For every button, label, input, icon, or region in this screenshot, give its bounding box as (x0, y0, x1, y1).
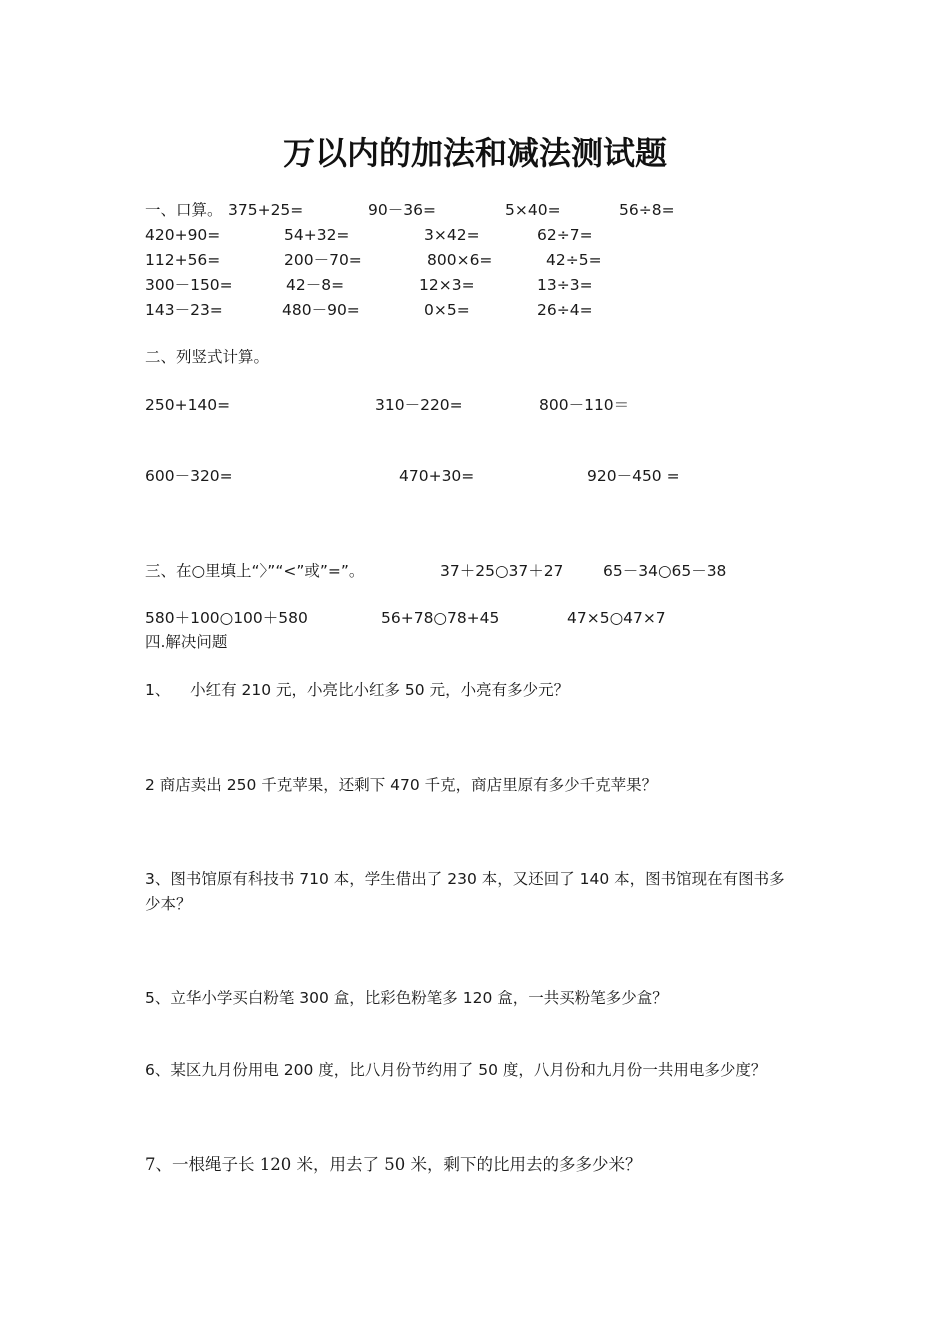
problem-3: 3、图书馆原有科技书 710 本，学生借出了 230 本，又还回了 140 本，图书馆现在有图书多 (145, 870, 785, 888)
problem-6: 6、某区九月份用电 200 度，比八月份节约用了 50 度，八月份和九月份一共用电多少度？ (145, 1061, 767, 1079)
problem-1: 1、 小红有 210 元，小亮比小红多 50 元，小亮有多少元？ (145, 681, 570, 699)
oral-item: 26÷4= (537, 301, 593, 319)
section3-heading: 三、在○里填上“〉”“<”或”=”。 (145, 562, 365, 580)
oral-item: 56÷8= (619, 201, 675, 219)
vertical-item: 600－320= (145, 467, 233, 485)
oral-item: 12×3= (419, 276, 475, 294)
compare-item: 47×5○47×7 (567, 609, 666, 627)
oral-item: 200－70= (284, 251, 362, 269)
oral-item: 13÷3= (537, 276, 593, 294)
vertical-item: 250+140= (145, 396, 231, 414)
section2-heading: 二、列竖式计算。 (145, 348, 270, 366)
oral-item: 800×6= (427, 251, 493, 269)
compare-item: 37＋25○37＋27 (440, 562, 564, 580)
oral-item: 42－8= (286, 276, 345, 294)
vertical-item: 920－450 = (587, 467, 680, 485)
oral-item: 62÷7= (537, 226, 593, 244)
compare-item: 56+78○78+45 (381, 609, 500, 627)
problem-5: 5、立华小学买白粉笔 300 盒，比彩色粉笔多 120 盒，一共买粉笔多少盒？ (145, 989, 668, 1007)
vertical-item: 310－220= (375, 396, 463, 414)
page-title: 万以内的加法和减法测试题 (282, 134, 667, 172)
compare-item: 65－34○65－38 (603, 562, 727, 580)
oral-item: 0×5= (424, 301, 470, 319)
vertical-item: 800－110＝ (539, 396, 630, 414)
problem-7: 7、一根绳子长 120 米，用去了 50 米，剩下的比用去的多多少米？ (145, 1155, 642, 1174)
oral-item: 54+32= (284, 226, 350, 244)
oral-item: 300－150= (145, 276, 233, 294)
oral-item: 143－23= (145, 301, 223, 319)
compare-item: 580＋100○100＋580 (145, 609, 308, 627)
problem-3-continued: 少本？ (145, 895, 192, 913)
problem-2: 2 商店卖出 250 千克苹果，还剩下 470 千克，商店里原有多少千克苹果？ (145, 776, 658, 794)
oral-item: 5×40= (505, 201, 561, 219)
oral-item: 480－90= (282, 301, 360, 319)
vertical-item: 470+30= (399, 467, 475, 485)
oral-item: 112+56= (145, 251, 221, 269)
oral-item: 375+25= (228, 201, 304, 219)
oral-item: 90－36= (368, 201, 436, 219)
oral-item: 42÷5= (546, 251, 602, 269)
section1-heading: 一、口算。 (145, 201, 223, 219)
oral-item: 3×42= (424, 226, 480, 244)
oral-item: 420+90= (145, 226, 221, 244)
section4-heading: 四.解决问题 (145, 633, 228, 651)
